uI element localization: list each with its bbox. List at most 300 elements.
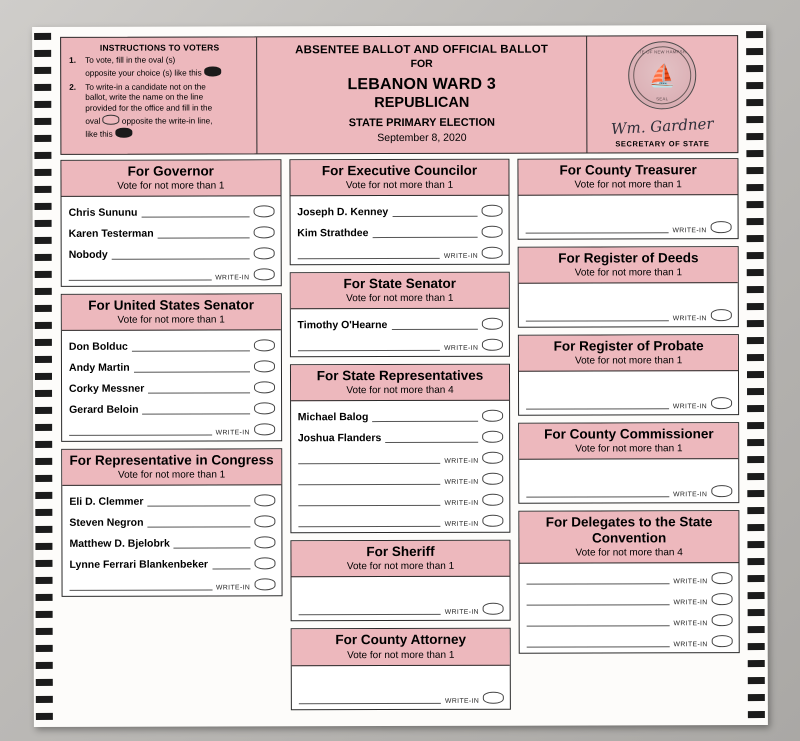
write-in-line[interactable]: [526, 231, 669, 233]
vote-oval[interactable]: [254, 495, 275, 507]
write-in-row[interactable]: [298, 333, 504, 355]
timing-mark: [747, 388, 764, 395]
candidate-row[interactable]: [298, 425, 504, 447]
contest-title: For County Commissioner: [544, 426, 714, 442]
timing-mark: [747, 507, 764, 514]
contest-instruction: Vote for not more than 1: [345, 179, 454, 192]
timing-mark: [747, 303, 764, 310]
timing-mark: [746, 184, 763, 191]
write-in-line[interactable]: [527, 624, 670, 626]
blank-space: [298, 580, 504, 598]
contest-title: For Sheriff: [366, 544, 435, 560]
write-in-oval[interactable]: [483, 494, 504, 506]
timing-mark: [34, 152, 51, 159]
candidate-name: Andy Martin: [68, 361, 130, 375]
timing-mark: [35, 441, 52, 448]
contest-instruction: Vote for not more than 1: [117, 314, 225, 326]
write-in-oval[interactable]: [482, 339, 503, 351]
timing-mark: [35, 458, 52, 465]
timing-mark: [34, 101, 51, 108]
candidate-name: Chris Sununu: [68, 206, 138, 219]
contest-instruction: Vote for not more than 1: [117, 469, 226, 482]
instruction-1-line-a: To vote, fill in the oval (s): [85, 55, 176, 65]
write-in-line[interactable]: [69, 279, 212, 281]
contest-instruction: Vote for not more than 4: [575, 546, 683, 559]
ballot-for-line: FOR: [410, 57, 433, 70]
write-in-row[interactable]: [527, 587, 733, 609]
timing-mark: [746, 65, 763, 72]
contest-header: [520, 512, 739, 564]
ballot-title-block: [257, 37, 586, 154]
candidate-list: [291, 577, 510, 621]
timing-mark: [34, 135, 51, 142]
instructions-title: INSTRUCTIONS TO VOTERS: [99, 42, 220, 53]
timing-mark: [36, 645, 53, 652]
vote-oval[interactable]: [482, 318, 503, 330]
write-in-label: WRITE-IN: [443, 252, 479, 260]
candidate-rule: [372, 420, 478, 422]
contest-title: For Delegates to the State Convention: [545, 514, 713, 546]
instruction-2-number: 2.: [69, 82, 77, 92]
timing-mark: [748, 592, 765, 599]
blank-space: [526, 374, 732, 392]
column-middle: [289, 159, 511, 717]
write-in-label: WRITE-IN: [444, 458, 479, 466]
candidate-list: [290, 196, 509, 265]
write-in-row[interactable]: [527, 629, 733, 651]
vote-oval[interactable]: [254, 558, 275, 570]
write-in-row[interactable]: [527, 566, 733, 588]
instruction-2-line-f: like this: [85, 129, 113, 139]
candidate-row[interactable]: [69, 334, 275, 356]
timing-mark: [748, 677, 765, 684]
filled-oval-example-icon-2: [115, 128, 132, 138]
candidate-row[interactable]: [69, 397, 275, 419]
write-in-row[interactable]: [298, 488, 504, 510]
vote-oval[interactable]: [254, 537, 275, 549]
timing-mark: [746, 150, 763, 157]
vote-oval[interactable]: [253, 205, 274, 217]
write-in-line[interactable]: [526, 408, 669, 410]
write-in-line[interactable]: [526, 320, 669, 322]
write-in-label: WRITE-IN: [216, 584, 251, 592]
contest-header: [291, 629, 510, 666]
write-in-label: WRITE-IN: [673, 598, 708, 606]
contest-title: For County Attorney: [335, 632, 467, 648]
write-in-line[interactable]: [527, 645, 670, 647]
instruction-item-1: [69, 55, 250, 79]
seal-ship-icon: ⛵: [648, 63, 676, 89]
blank-space: [526, 198, 732, 216]
write-in-line[interactable]: [70, 589, 213, 591]
write-in-oval[interactable]: [711, 486, 732, 498]
vote-oval[interactable]: [254, 361, 275, 373]
timing-mark: [747, 439, 764, 446]
candidate-rule: [112, 258, 250, 260]
candidate-name: Corky Messner: [69, 382, 145, 396]
contest-title: For Governor: [127, 163, 214, 179]
write-in-row[interactable]: [298, 597, 504, 619]
timing-mark: [748, 626, 765, 633]
timing-mark: [35, 356, 52, 363]
write-in-line[interactable]: [298, 525, 441, 527]
timing-marks-right: [746, 25, 766, 725]
instructions-box: [61, 37, 257, 154]
timing-mark: [747, 286, 764, 293]
write-in-row[interactable]: [70, 573, 276, 595]
candidate-list: [520, 563, 739, 653]
timing-mark: [746, 133, 763, 140]
candidate-row[interactable]: [298, 404, 504, 426]
candidate-list: [62, 196, 281, 286]
candidate-list: [519, 283, 738, 327]
write-in-label: WRITE-IN: [444, 609, 479, 617]
write-in-line[interactable]: [527, 496, 670, 498]
timing-mark: [747, 405, 764, 412]
contest-header: [291, 541, 510, 578]
candidate-row[interactable]: [69, 355, 275, 377]
contest-header: [519, 423, 738, 460]
timing-mark: [34, 84, 51, 91]
contest-instruction: Vote for not more than 1: [574, 267, 683, 279]
vote-oval[interactable]: [253, 226, 274, 238]
timing-mark: [34, 67, 51, 74]
write-in-row[interactable]: [527, 608, 733, 630]
candidate-row[interactable]: [69, 489, 275, 511]
timing-mark: [36, 577, 53, 584]
timing-mark: [747, 201, 764, 208]
timing-mark: [34, 118, 51, 125]
contest-block: [289, 159, 510, 266]
timing-mark: [35, 509, 52, 516]
timing-mark: [746, 31, 763, 38]
timing-mark: [746, 167, 763, 174]
candidate-name: Michael Balog: [297, 411, 369, 424]
write-in-oval[interactable]: [253, 268, 274, 280]
write-in-line[interactable]: [527, 582, 670, 584]
candidate-list: [62, 486, 281, 597]
timing-mark: [36, 662, 53, 669]
write-in-oval[interactable]: [483, 515, 504, 527]
write-in-line[interactable]: [298, 504, 441, 506]
timing-mark: [36, 594, 53, 601]
contest-title: For Register of Probate: [553, 338, 704, 354]
write-in-row[interactable]: [527, 480, 733, 502]
timing-mark: [36, 713, 53, 720]
write-in-oval[interactable]: [712, 593, 733, 605]
timing-mark: [747, 252, 764, 259]
write-in-oval[interactable]: [711, 397, 732, 409]
write-in-label: WRITE-IN: [673, 491, 708, 499]
contest-title: For County Treasurer: [559, 162, 697, 178]
contest-header: [291, 365, 510, 402]
write-in-line[interactable]: [298, 483, 441, 485]
contest-instruction: Vote for not more than 1: [575, 443, 683, 455]
timing-mark: [36, 611, 53, 618]
timing-mark: [34, 50, 51, 57]
ballot-type-line: ABSENTEE BALLOT AND OFFICIAL BALLOT: [295, 43, 549, 57]
write-in-line[interactable]: [299, 701, 442, 703]
vote-oval[interactable]: [254, 382, 275, 394]
candidate-rule: [174, 547, 250, 549]
write-in-row[interactable]: [298, 446, 504, 468]
candidate-rule: [132, 350, 250, 352]
candidate-name: Lynne Ferrari Blankenbeker: [69, 558, 209, 572]
contest-header: [290, 160, 509, 197]
timing-mark: [748, 711, 765, 718]
contest-block: [61, 293, 282, 442]
candidate-row[interactable]: [297, 199, 503, 221]
candidate-row[interactable]: [69, 199, 275, 221]
timing-mark: [747, 524, 764, 531]
seal-block: [586, 36, 737, 152]
timing-mark: [35, 492, 52, 499]
write-in-oval[interactable]: [711, 221, 732, 233]
instruction-1-line-b: opposite your choice (s) like this: [85, 68, 202, 78]
write-in-line[interactable]: [298, 349, 441, 351]
candidate-list: [291, 665, 510, 709]
timing-mark: [35, 424, 52, 431]
contest-block: [60, 159, 281, 287]
timing-mark: [748, 609, 765, 616]
timing-mark: [747, 218, 764, 225]
contest-instruction: Vote for not more than 4: [346, 385, 454, 397]
candidate-row[interactable]: [297, 220, 503, 242]
contest-title: For State Representatives: [316, 368, 484, 384]
timing-mark: [747, 354, 764, 361]
contest-block: [518, 158, 739, 240]
contest-block: [518, 422, 739, 504]
candidate-name: Karen Testerman: [68, 227, 154, 240]
write-in-oval[interactable]: [483, 691, 504, 703]
ballot-jurisdiction: LEBANON WARD 3: [347, 75, 497, 94]
timing-mark: [35, 373, 52, 380]
write-in-label: WRITE-IN: [444, 521, 479, 529]
write-in-row[interactable]: [298, 467, 504, 489]
instruction-2-line-e: opposite the write-in line,: [121, 116, 213, 126]
contest-block: [290, 628, 511, 710]
contest-header: [519, 335, 738, 372]
write-in-label: WRITE-IN: [215, 429, 250, 437]
timing-mark: [35, 254, 52, 261]
candidate-list: [290, 309, 509, 357]
candidate-rule: [392, 215, 478, 217]
write-in-line[interactable]: [298, 462, 441, 464]
ballot-party: REPUBLICAN: [374, 94, 470, 112]
write-in-oval[interactable]: [483, 473, 504, 485]
candidate-list: [519, 195, 738, 239]
candidate-name: Nobody: [68, 248, 108, 261]
candidate-list: [62, 331, 281, 442]
timing-mark: [747, 337, 764, 344]
empty-oval-example-icon: [103, 115, 120, 125]
vote-oval[interactable]: [482, 410, 503, 422]
write-in-oval[interactable]: [483, 452, 504, 464]
timing-mark: [746, 82, 763, 89]
contest-block: [290, 540, 511, 622]
timing-mark: [746, 99, 763, 106]
column-left: [60, 159, 282, 717]
write-in-row[interactable]: [298, 509, 504, 531]
write-in-row[interactable]: [69, 418, 275, 440]
vote-oval[interactable]: [254, 403, 275, 415]
write-in-line[interactable]: [527, 603, 670, 605]
ballot-sheet: [32, 25, 768, 727]
ballot-election-date: September 8, 2020: [377, 131, 467, 145]
write-in-oval[interactable]: [482, 247, 503, 259]
state-seal-icon: [628, 41, 696, 109]
candidate-name: Matthew D. Bjelobrk: [69, 537, 170, 551]
contest-block: [519, 511, 740, 654]
write-in-label: WRITE-IN: [673, 577, 708, 585]
timing-mark: [747, 269, 764, 276]
instruction-1-number: 1.: [69, 55, 77, 65]
write-in-label: WRITE-IN: [444, 500, 479, 508]
timing-mark: [36, 696, 53, 703]
write-in-oval[interactable]: [254, 424, 275, 436]
candidate-rule: [148, 392, 249, 394]
contest-block: [61, 449, 282, 598]
vote-oval[interactable]: [254, 340, 275, 352]
candidate-row[interactable]: [69, 220, 275, 242]
write-in-label: WRITE-IN: [444, 479, 479, 487]
candidate-row[interactable]: [69, 376, 275, 398]
timing-mark: [35, 339, 52, 346]
vote-oval[interactable]: [482, 205, 503, 217]
write-in-oval[interactable]: [712, 572, 733, 584]
candidate-name: Steven Negron: [69, 517, 144, 530]
timing-mark: [747, 558, 764, 565]
candidate-name: Timothy O'Hearne: [297, 319, 388, 332]
candidate-rule: [372, 236, 477, 238]
candidate-rule: [134, 371, 250, 373]
timing-mark: [747, 320, 764, 327]
candidate-row[interactable]: [69, 510, 275, 532]
contest-title: For Representative in Congress: [69, 452, 274, 469]
timing-mark: [35, 475, 52, 482]
write-in-row[interactable]: [526, 391, 732, 413]
contest-title: For United States Senator: [88, 297, 255, 313]
contest-header: [519, 159, 738, 196]
contest-header: [519, 247, 738, 284]
timing-mark: [35, 237, 52, 244]
vote-oval[interactable]: [254, 516, 275, 528]
candidate-row[interactable]: [298, 312, 504, 334]
candidate-rule: [212, 568, 250, 570]
candidate-name: Joseph D. Kenney: [297, 206, 389, 219]
write-in-oval[interactable]: [712, 635, 733, 647]
timing-mark: [747, 456, 764, 463]
write-in-row[interactable]: [526, 215, 732, 237]
timing-mark: [746, 116, 763, 123]
seal-top-text: STATE OF NEW HAMPSHIRE: [630, 49, 694, 55]
vote-oval[interactable]: [482, 431, 503, 443]
timing-mark: [747, 490, 764, 497]
write-in-line[interactable]: [297, 257, 440, 259]
timing-mark: [34, 169, 51, 176]
secretary-of-state-label: SECRETARY OF STATE: [615, 139, 710, 149]
write-in-label: WRITE-IN: [672, 403, 708, 411]
write-in-oval[interactable]: [712, 614, 733, 626]
timing-mark: [35, 526, 52, 533]
write-in-label: WRITE-IN: [445, 697, 480, 705]
ballot-header: [60, 35, 738, 155]
timing-mark: [748, 660, 765, 667]
contest-title: For Executive Councilor: [321, 162, 478, 179]
contest-title: For Register of Deeds: [558, 250, 699, 266]
write-in-row[interactable]: [69, 262, 275, 284]
write-in-oval[interactable]: [254, 579, 275, 591]
candidate-rule: [147, 505, 250, 507]
write-in-row[interactable]: [526, 303, 732, 325]
timing-mark: [35, 186, 52, 193]
filled-oval-example-icon: [204, 66, 221, 76]
write-in-line[interactable]: [69, 434, 212, 436]
contest-columns: [60, 158, 739, 717]
write-in-oval[interactable]: [483, 603, 504, 615]
contest-block: [518, 334, 739, 416]
seal-bottom-text: SEAL: [656, 96, 669, 102]
candidate-row[interactable]: [69, 531, 275, 553]
contest-instruction: Vote for not more than 1: [574, 355, 683, 367]
timing-mark: [35, 271, 52, 278]
vote-oval[interactable]: [253, 247, 274, 259]
column-right: [518, 158, 740, 716]
write-in-row[interactable]: [297, 241, 503, 263]
contest-header: [61, 160, 280, 197]
timing-mark: [34, 33, 51, 40]
write-in-label: WRITE-IN: [672, 315, 707, 323]
contest-header: [62, 294, 281, 331]
write-in-label: WRITE-IN: [215, 274, 250, 282]
blank-space: [298, 668, 504, 686]
contest-instruction: Vote for not more than 1: [117, 180, 225, 192]
contest-header: [62, 450, 281, 487]
candidate-rule: [141, 216, 249, 218]
contest-title: For State Senator: [343, 275, 457, 292]
write-in-row[interactable]: [298, 685, 504, 707]
candidate-name: Joshua Flanders: [297, 432, 382, 445]
timing-mark: [747, 371, 764, 378]
timing-mark: [746, 48, 763, 55]
timing-mark: [35, 305, 52, 312]
candidate-row[interactable]: [69, 552, 275, 574]
write-in-label: WRITE-IN: [673, 619, 708, 627]
candidate-rule: [148, 526, 251, 528]
instruction-2-line-c: provided for the office and fill in the: [85, 103, 213, 114]
timing-mark: [36, 628, 53, 635]
contest-instruction: Vote for not more than 1: [347, 649, 455, 661]
timing-mark: [747, 422, 764, 429]
contest-block: [289, 272, 510, 358]
write-in-oval[interactable]: [711, 309, 732, 321]
timing-mark: [35, 220, 52, 227]
timing-mark: [35, 543, 52, 550]
vote-oval[interactable]: [482, 226, 503, 238]
timing-mark: [35, 203, 52, 210]
candidate-row[interactable]: [69, 241, 275, 263]
timing-mark: [35, 288, 52, 295]
secretary-signature: Wm. Gardner: [610, 114, 715, 139]
candidate-rule: [385, 441, 478, 443]
candidate-list: [519, 371, 738, 415]
write-in-line[interactable]: [298, 613, 441, 615]
blank-space: [526, 286, 732, 304]
contest-instruction: Vote for not more than 1: [346, 561, 455, 573]
contest-instruction: Vote for not more than 1: [574, 179, 682, 191]
timing-marks-left: [34, 27, 54, 727]
instruction-item-2: [69, 82, 250, 141]
